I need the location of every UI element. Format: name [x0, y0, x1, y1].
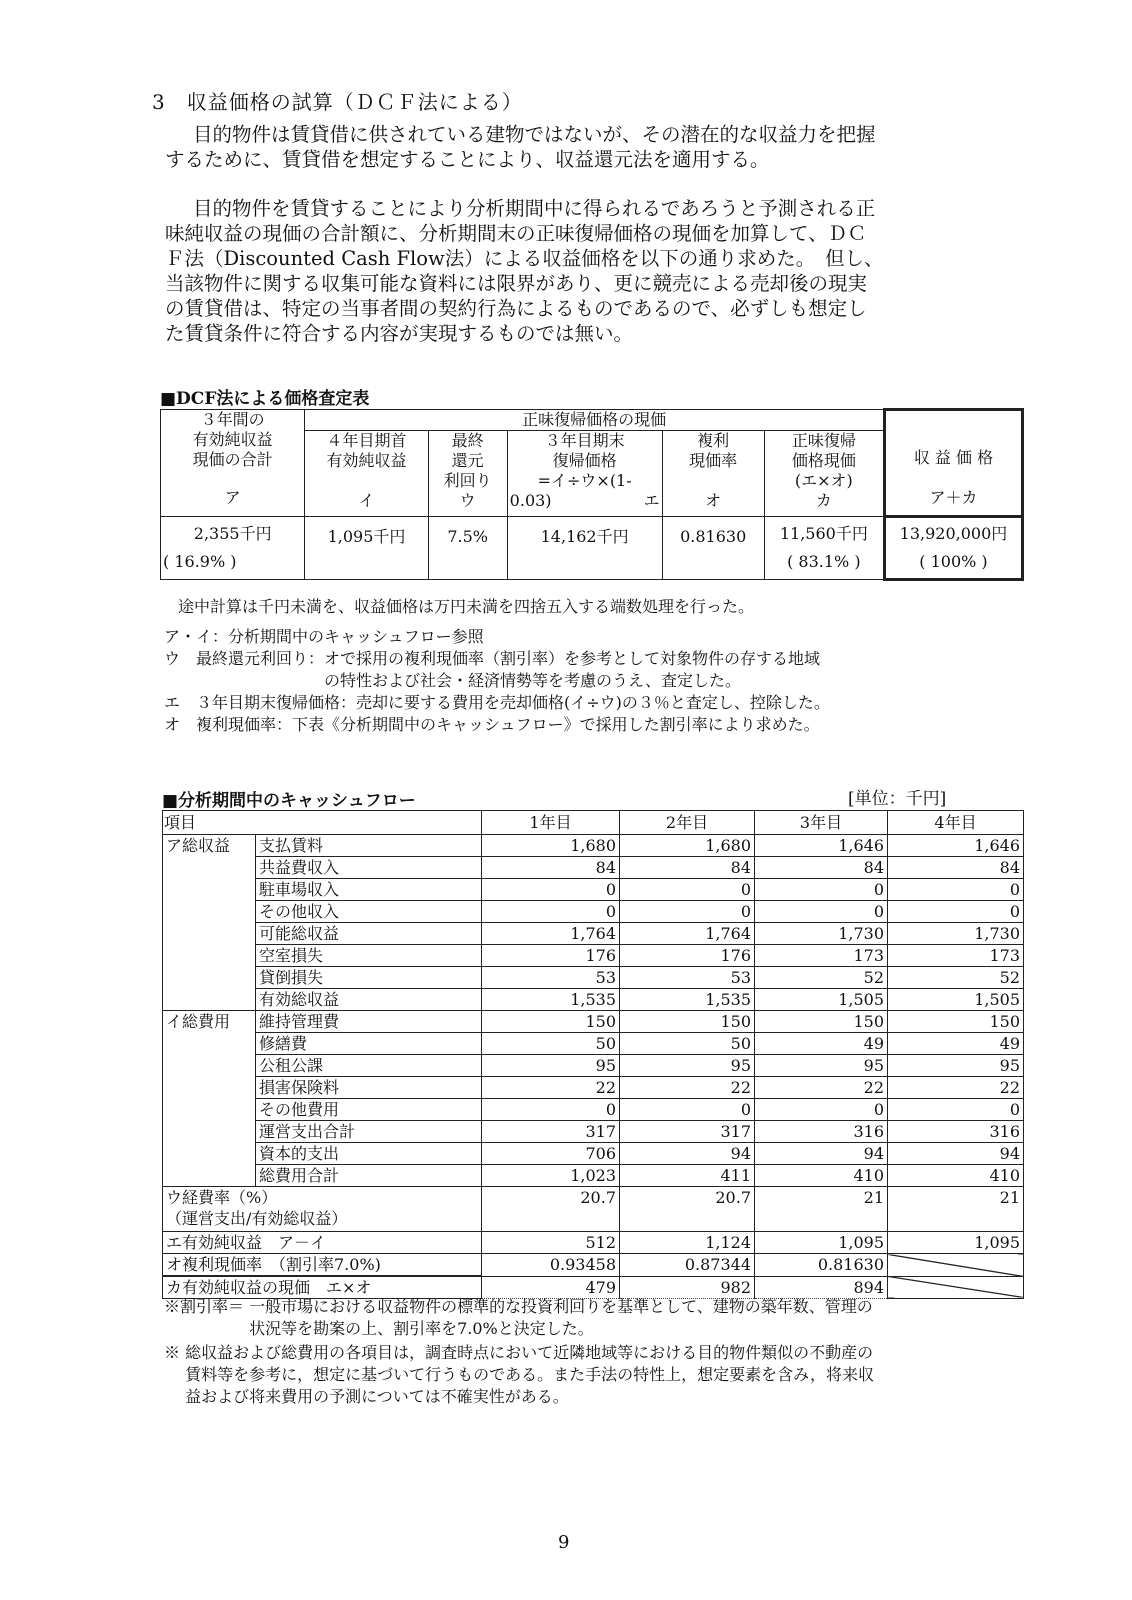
- para-line: 味純収益の現価の合計額に、分析期間末の正味復帰価格の現価を加算して、ＤＣ: [165, 222, 867, 245]
- cf-ratio-label: ウ経費率（%） （運営支出/有効総収益）: [163, 1187, 482, 1232]
- cf-cell-value: 150: [620, 1011, 755, 1033]
- cf-cell-value: 0: [755, 879, 888, 901]
- dcf-table-caption: ■DCF法による価格査定表: [160, 389, 370, 409]
- para-line: 目的物件は賃貸借に供されている建物ではないが、その潜在的な収益力を把握: [193, 123, 876, 146]
- cf-noi-value: 1,124: [620, 1232, 755, 1254]
- cf-cell-value: 1,505: [755, 989, 888, 1011]
- value-reversion-price: 14,162千円: [507, 517, 662, 580]
- page-number: 9: [558, 1532, 570, 1553]
- cf-cell-value: 316: [888, 1121, 1024, 1143]
- note-line: ウ 最終還元利回り：オで採用の複利現価率（割引率）を参考として対象物件の存する地域: [164, 649, 821, 668]
- cf-cell-value: 0: [482, 879, 620, 901]
- cf-cell-value: 0: [620, 879, 755, 901]
- cf-cell-value: 84: [620, 857, 755, 879]
- table-row: [163, 1077, 1024, 1099]
- header-pv-factor: 複利 現価率 オ: [662, 431, 764, 517]
- cf-empty-cell: [888, 1254, 1024, 1277]
- cf-pv-noi-label: カ有効純収益の現価 エ×オ: [163, 1276, 482, 1299]
- cf-noi-value: 512: [482, 1232, 620, 1254]
- cf-header-item: 項目: [163, 811, 482, 835]
- cf-cell-value: 1,646: [888, 835, 1024, 857]
- cf-row-label: 維持管理費: [256, 1011, 482, 1033]
- table-row: [163, 857, 1024, 879]
- cf-cell-value: 0: [888, 901, 1024, 923]
- intro-paragraph: [165, 122, 1005, 172]
- note-line: エ ３年目期末復帰価格：売却に要する費用を売却価格(イ÷ウ)の３％と査定し、控除した。: [164, 693, 830, 712]
- header-total: 収 益 価 格 ア＋カ: [884, 410, 1022, 517]
- cf-pv-factor-value: 0.93458: [482, 1254, 620, 1277]
- cf-cell-value: 410: [755, 1165, 888, 1187]
- cf-row-label: 損害保険料: [256, 1077, 482, 1099]
- cf-cell-value: 1,764: [482, 923, 620, 945]
- cf-cell-value: 52: [755, 967, 888, 989]
- cf-row-label: 資本的支出: [256, 1143, 482, 1165]
- cf-ratio-value: 21: [888, 1187, 1024, 1232]
- cf-row-label: 共益費収入: [256, 857, 482, 879]
- cf-cell-value: 22: [482, 1077, 620, 1099]
- value-cap-rate: 7.5%: [428, 517, 507, 580]
- note-line: の特性および社会・経済情勢等を考慮のうえ、査定した。: [164, 671, 741, 690]
- cf-row-label: 空室損失: [256, 945, 482, 967]
- cf-table-caption: ■分析期間中のキャッシュフロー: [162, 791, 416, 811]
- cf-cell-value: 95: [755, 1055, 888, 1077]
- cf-cell-value: 84: [888, 857, 1024, 879]
- cf-cell-value: 94: [620, 1143, 755, 1165]
- cf-cell-value: 22: [755, 1077, 888, 1099]
- cf-row-label: 支払賃料: [256, 835, 482, 857]
- method-paragraph: [165, 196, 1005, 346]
- cf-cell-value: 49: [888, 1033, 1024, 1055]
- cf-cell-value: 0: [755, 901, 888, 923]
- para-line: Ｆ法（Discounted Cash Flow法）による収益価格を以下の通り求めた。 但し、: [165, 247, 884, 270]
- table-row: [163, 967, 1024, 989]
- cf-pv-noi-value: 894: [755, 1276, 888, 1299]
- note-line: ア・イ：分析期間中のキャッシュフロー参照: [164, 627, 484, 646]
- cf-empty-cell: [888, 1276, 1024, 1299]
- cf-unit-label: [単位：千円]: [848, 789, 947, 809]
- table-row: [163, 1143, 1024, 1165]
- cf-cell-value: 173: [888, 945, 1024, 967]
- cf-cell-value: 410: [888, 1165, 1024, 1187]
- header-reversion-group: 正味復帰価格の現価: [305, 410, 885, 431]
- footnote-line: ※ 総収益および総費用の各項目は，調査時点において近隣地域等における目的物件類似の不動産の: [164, 1343, 874, 1362]
- table-row: [163, 1099, 1024, 1121]
- value-total: 13,920,000円 ( 100% ): [884, 517, 1022, 580]
- header-noi4: ４年目期首 有効純収益 イ: [305, 431, 428, 517]
- cf-cell-value: 1,535: [482, 989, 620, 1011]
- cf-footnotes: [164, 1296, 874, 1408]
- cf-row-label: 駐車場収入: [256, 879, 482, 901]
- cf-cell-value: 52: [888, 967, 1024, 989]
- cf-cell-value: 0: [755, 1099, 888, 1121]
- section-heading: 3 収益価格の試算（ＤＣＦ法による）: [152, 90, 523, 114]
- value-noi4: 1,095千円: [305, 517, 428, 580]
- footnote-line: 状況等を勘案の上、割引率を7.0%と決定した。: [164, 1319, 594, 1338]
- cf-cell-value: 1,680: [620, 835, 755, 857]
- table-row: [163, 1165, 1024, 1187]
- para-line: の賃貸借は、特定の当事者間の契約行為によるものであるので、必ずしも想定し: [165, 297, 867, 320]
- cf-header-year: 3年目: [755, 811, 888, 835]
- cf-header-year: 1年目: [482, 811, 620, 835]
- para-line: 当該物件に関する収集可能な資料には限界があり、更に競売による売却後の現実: [165, 272, 868, 295]
- table-row: [163, 901, 1024, 923]
- cf-noi-value: 1,095: [888, 1232, 1024, 1254]
- para-line: 目的物件を賃貸することにより分析期間中に得られるであろうと予測される正: [193, 197, 876, 220]
- table-row: [163, 945, 1024, 967]
- cf-pv-factor-value: 0.81630: [755, 1254, 888, 1277]
- cf-row-label: その他収入: [256, 901, 482, 923]
- cf-ratio-value: 21: [755, 1187, 888, 1232]
- value-net-reversion-pv: 11,560千円 ( 83.1% ): [764, 517, 884, 580]
- table-row: [163, 835, 1024, 857]
- cf-cell-value: 95: [620, 1055, 755, 1077]
- cf-income-group-label: ア総収益: [163, 835, 256, 1011]
- cf-cell-value: 1,764: [620, 923, 755, 945]
- dcf-notes: [164, 626, 830, 736]
- dcf-valuation-table: [160, 408, 1024, 581]
- table-row: [163, 879, 1024, 901]
- cf-cell-value: 0: [482, 1099, 620, 1121]
- cf-cell-value: 176: [482, 945, 620, 967]
- cf-cell-value: 0: [620, 1099, 755, 1121]
- cf-cell-value: 1,646: [755, 835, 888, 857]
- cf-cell-value: 94: [755, 1143, 888, 1165]
- cf-cell-value: 0: [888, 1099, 1024, 1121]
- cf-cell-value: 176: [620, 945, 755, 967]
- cf-row-label: 総費用合計: [256, 1165, 482, 1187]
- cf-cell-value: 0: [482, 901, 620, 923]
- table-row: [163, 989, 1024, 1011]
- table-row: [163, 1011, 1024, 1033]
- table-row: [163, 1033, 1024, 1055]
- cf-header-year: 2年目: [620, 811, 755, 835]
- cf-noi-label: エ有効純収益 ア－イ: [163, 1232, 482, 1254]
- cf-cell-value: 84: [482, 857, 620, 879]
- cf-cell-value: 95: [888, 1055, 1024, 1077]
- table-row: [163, 1055, 1024, 1077]
- dcf-rounding-note: 途中計算は千円未満を、収益価格は万円未満を四捨五入する端数処理を行った。: [178, 597, 755, 616]
- cf-row-label: 貸倒損失: [256, 967, 482, 989]
- footnote-line: 益および将来費用の予測については不確実性がある。: [164, 1387, 569, 1406]
- cf-cell-value: 317: [482, 1121, 620, 1143]
- cf-cell-value: 50: [620, 1033, 755, 1055]
- value-pv-factor: 0.81630: [662, 517, 764, 580]
- para-line: た賃貸条件に符合する内容が実現するものでは無い。: [165, 322, 634, 345]
- cf-cell-value: 316: [755, 1121, 888, 1143]
- cf-cell-value: 706: [482, 1143, 620, 1165]
- cf-cell-value: 1,535: [620, 989, 755, 1011]
- cf-pv-noi-value: 479: [482, 1276, 620, 1299]
- table-row: [163, 923, 1024, 945]
- cf-row-label: その他費用: [256, 1099, 482, 1121]
- value-sum: 2,355千円 ( 16.9% ): [161, 517, 305, 580]
- cf-cell-value: 22: [620, 1077, 755, 1099]
- cf-ratio-value: 20.7: [620, 1187, 755, 1232]
- cf-cell-value: 0: [620, 901, 755, 923]
- cf-cell-value: 411: [620, 1165, 755, 1187]
- cf-expense-group-label: イ総費用: [163, 1011, 256, 1187]
- cf-cell-value: 173: [755, 945, 888, 967]
- cf-cell-value: 53: [620, 967, 755, 989]
- header-net-reversion-pv: 正味復帰 価格現価 (エ×オ) カ: [764, 431, 884, 517]
- header-reversion-price: ３年目期末 復帰価格 =イ÷ウ×(1- 0.03) エ: [507, 431, 662, 517]
- cf-cell-value: 1,730: [755, 923, 888, 945]
- cf-cell-value: 150: [755, 1011, 888, 1033]
- cf-row-label: 修繕費: [256, 1033, 482, 1055]
- cashflow-table: [162, 810, 1024, 1299]
- cf-cell-value: 53: [482, 967, 620, 989]
- cf-cell-value: 1,505: [888, 989, 1024, 1011]
- cf-cell-value: 1,680: [482, 835, 620, 857]
- cf-pv-factor-label: オ複利現価率 （割引率7.0%): [163, 1254, 482, 1277]
- cf-pv-factor-value: 0.87344: [620, 1254, 755, 1277]
- cf-noi-value: 1,095: [755, 1232, 888, 1254]
- note-line: オ 複利現価率：下表《分析期間中のキャッシュフロー》で採用した割引率により求めた。: [164, 715, 820, 734]
- header-sum: ３年間の 有効純収益 現価の合計 ア: [161, 410, 305, 517]
- cf-row-label: 有効総収益: [256, 989, 482, 1011]
- para-line: するために、賃貸借を想定することにより、収益還元法を適用する。: [165, 148, 770, 171]
- cf-cell-value: 1,730: [888, 923, 1024, 945]
- cf-cell-value: 95: [482, 1055, 620, 1077]
- cf-header-year: 4年目: [888, 811, 1024, 835]
- cf-pv-noi-value: 982: [620, 1276, 755, 1299]
- cf-cell-value: 84: [755, 857, 888, 879]
- cf-cell-value: 50: [482, 1033, 620, 1055]
- cf-cell-value: 22: [888, 1077, 1024, 1099]
- cf-cell-value: 1,023: [482, 1165, 620, 1187]
- cf-ratio-value: 20.7: [482, 1187, 620, 1232]
- cf-cell-value: 317: [620, 1121, 755, 1143]
- header-cap-rate: 最終 還元 利回り ウ: [428, 431, 507, 517]
- footnote-line: ※割引率＝ 一般市場における収益物件の標準的な投資利回りを基準として、建物の築年数、管理の: [164, 1297, 873, 1316]
- cf-cell-value: 49: [755, 1033, 888, 1055]
- cf-row-label: 可能総収益: [256, 923, 482, 945]
- cf-cell-value: 0: [888, 879, 1024, 901]
- table-row: [163, 1121, 1024, 1143]
- cf-cell-value: 150: [482, 1011, 620, 1033]
- cf-row-label: 公租公課: [256, 1055, 482, 1077]
- cf-cell-value: 150: [888, 1011, 1024, 1033]
- footnote-line: 賃料等を参考に，想定に基づいて行うものである。また手法の特性上，想定要素を含み，将来収: [164, 1365, 875, 1384]
- cf-row-label: 運営支出合計: [256, 1121, 482, 1143]
- cf-cell-value: 94: [888, 1143, 1024, 1165]
